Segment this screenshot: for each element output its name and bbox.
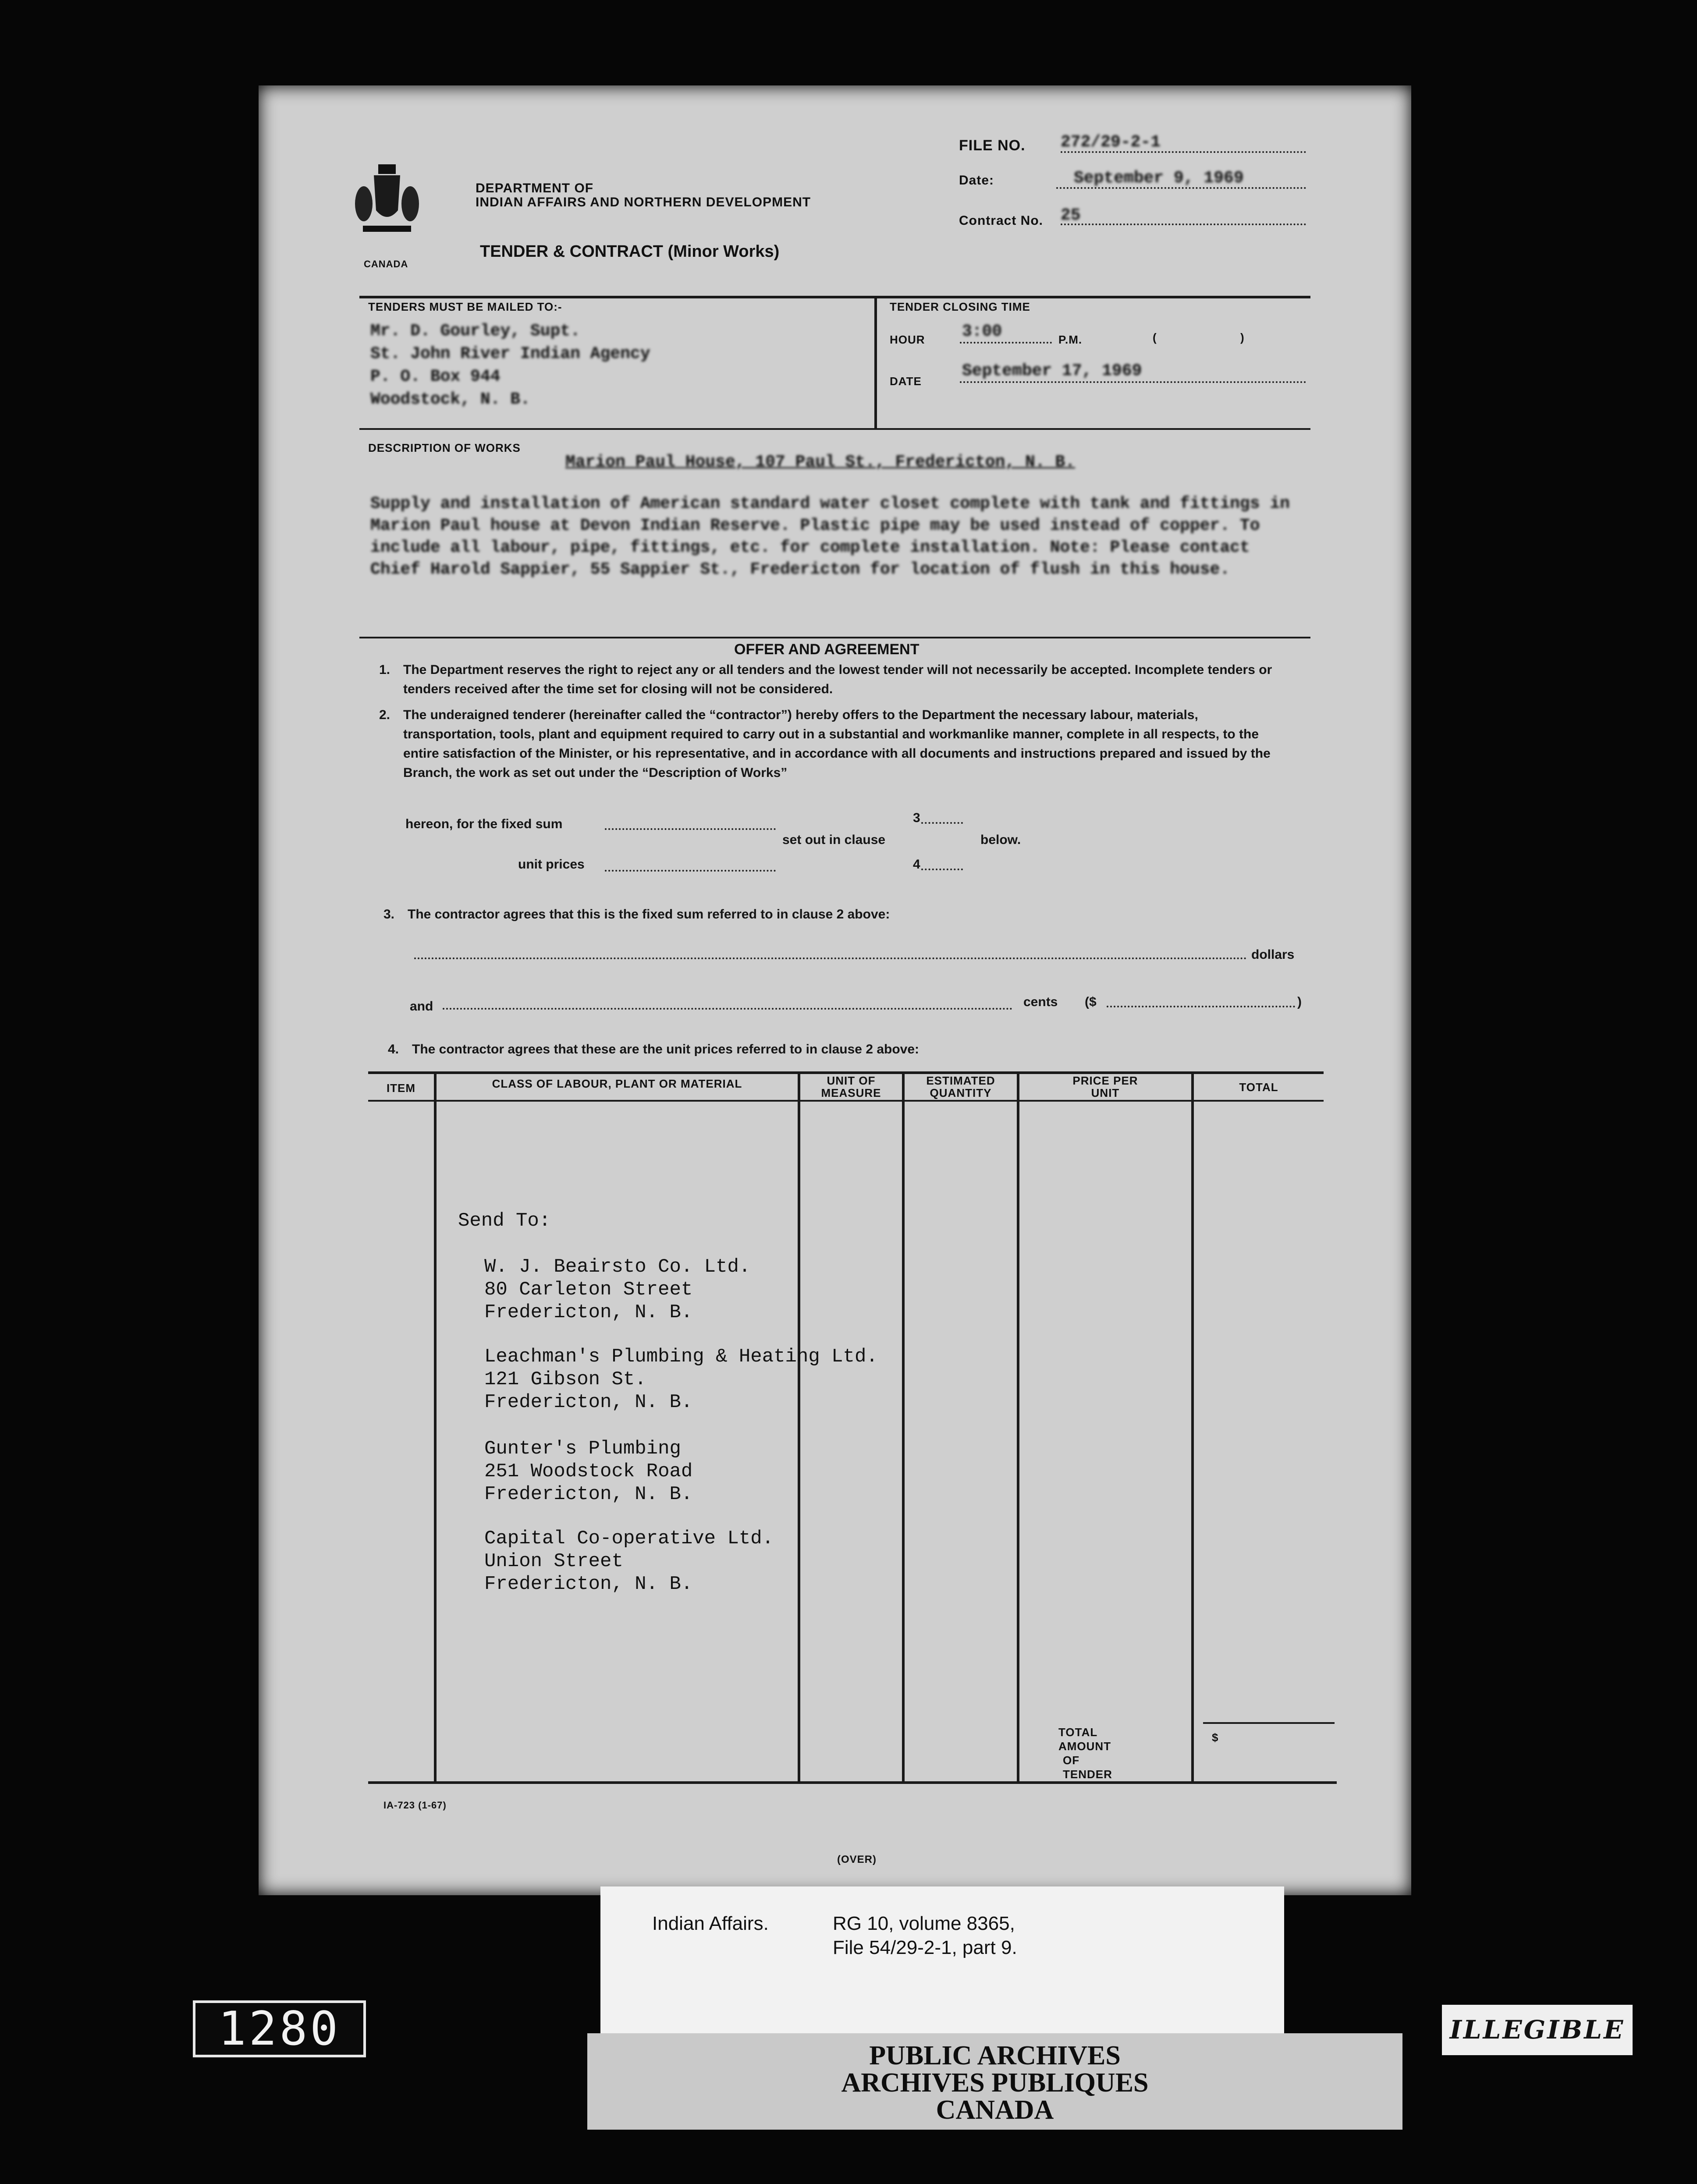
canada-crest — [354, 162, 420, 250]
send-to-label: Send To: — [458, 1210, 551, 1232]
offer-heading: OFFER AND AGREEMENT — [734, 641, 920, 658]
total-amount-line-2: OF TENDER — [1063, 1754, 1112, 1781]
reference-line-2: File 54/29-2-1, part 9. — [833, 1937, 1017, 1958]
cents-field[interactable] — [443, 1008, 1012, 1010]
archives-line-3: CANADA — [936, 2095, 1054, 2125]
pm-label: P.M. — [1058, 333, 1083, 346]
frame-counter — [193, 2000, 366, 2057]
archives-line-1: PUBLIC ARCHIVES — [869, 2041, 1121, 2071]
recipient-block — [484, 1255, 750, 1324]
cents-label: cents — [1023, 995, 1058, 1009]
header-class: CLASS OF LABOUR, PLANT OR MATERIAL — [492, 1077, 742, 1090]
description-title: Marion Paul House, 107 Paul St., Fredericton, N. B. — [565, 453, 1075, 472]
paren-close: ) — [1240, 331, 1245, 344]
dollar-open: ($ — [1085, 995, 1097, 1009]
file-no-value: 272/29-2-1 — [1061, 133, 1161, 152]
recipient-line: Capital Co-operative Ltd. — [484, 1528, 774, 1549]
fixed-sum-field[interactable] — [605, 828, 776, 830]
recipient-line: Gunter's Plumbing — [484, 1438, 681, 1460]
contract-no-label: Contract No. — [959, 213, 1043, 228]
department-line-2: INDIAN AFFAIRS AND NORTHERN DEVELOPMENT — [476, 195, 811, 209]
clause-4-number: 4. — [388, 1042, 399, 1057]
clause-1-number: 1. — [379, 663, 391, 677]
clause-1-text: The Department reserves the right to reject any or all tenders and the lowest tender will not necessarily be accepted. Incomplete tenders or tenders received after the time set for closing will not be considered. — [403, 663, 1272, 696]
closing-date-label: DATE — [890, 375, 922, 388]
date-label: Date: — [959, 173, 994, 188]
tender-form-page — [259, 85, 1411, 1895]
paren-open: ( — [1153, 331, 1157, 344]
dollars-label: dollars — [1251, 947, 1295, 962]
clause-3-number: 3. — [383, 907, 395, 922]
recipient-line: W. J. Beairsto Co. Ltd. — [484, 1256, 751, 1278]
unit-prices-label: unit prices — [518, 857, 585, 872]
clause-ref-3: 3 — [913, 811, 920, 825]
total-amount-line-1: TOTAL AMOUNT — [1058, 1726, 1111, 1753]
closing-heading: TENDER CLOSING TIME — [890, 300, 1030, 313]
recipient-block — [484, 1527, 774, 1595]
description-heading: DESCRIPTION OF WORKS — [368, 441, 521, 454]
illegible-text: ILLEGIBLE — [1449, 2015, 1625, 2045]
mailing-line: P. O. Box 944 — [370, 367, 501, 386]
form-code: IA-723 (1-67) — [383, 1800, 447, 1811]
recipient-block — [484, 1345, 878, 1414]
recipient-line: Leachman's Plumbing & Heating Ltd. — [484, 1346, 878, 1368]
recipient-line: Fredericton, N. B. — [484, 1301, 693, 1323]
hour-label: HOUR — [890, 333, 925, 346]
recipient-line: Fredericton, N. B. — [484, 1391, 693, 1413]
file-no-label: FILE NO. — [959, 137, 1026, 154]
clause-2-text: The underaigned tenderer (hereinafter called the “contractor”) hereby offers to the Department the necessary labour, materials, transportation, tools, plant and equipment required to carry out in a substantial and workmanlike manner, complete in all respects, to the entire satisfaction of the Minister, or his representative, and in accordance with all documents and instructions prepared and issued by the Branch, the work as set out under the “Description of Works” — [403, 708, 1271, 780]
date-value: September 9, 1969 — [1074, 169, 1244, 188]
recipient-line: Fredericton, N. B. — [484, 1483, 693, 1505]
total-amount-label — [1058, 1725, 1112, 1781]
recipient-line: 121 Gibson St. — [484, 1369, 646, 1390]
archive-reference-card — [600, 1886, 1284, 2038]
clause-2-number: 2. — [379, 708, 391, 722]
description-body: Supply and installation of American standard water closet complete with tank and fittings in Marion Paul house at Devon Indian Reserve. Plastic pipe may be used instead of copper. To include all labour, pipe, fittings, etc. for complete installation. Note: Please contact Chief Harold Sappier, 55 Sappier St., Fredericton for location of flush in this house. — [370, 494, 1290, 579]
form-title: TENDER & CONTRACT (Minor Works) — [480, 242, 780, 261]
dollars-field[interactable] — [414, 957, 1247, 959]
recipient-line: 80 Carleton Street — [484, 1279, 693, 1301]
header-price: PRICE PER UNIT — [1072, 1074, 1138, 1099]
recipient-line: Fredericton, N. B. — [484, 1573, 693, 1595]
mailing-line: Mr. D. Gourley, Supt. — [370, 322, 580, 340]
below-label: below. — [980, 833, 1021, 847]
recipient-line: Union Street — [484, 1550, 623, 1572]
coat-of-arms-icon — [354, 162, 420, 237]
header-total: TOTAL — [1239, 1081, 1278, 1094]
recipient-block — [484, 1437, 692, 1506]
dollar-close: ) — [1297, 995, 1302, 1009]
header-item: ITEM — [386, 1081, 416, 1095]
mailing-line: Woodstock, N. B. — [370, 390, 530, 409]
crest-label: CANADA — [364, 259, 408, 269]
collection-label: Indian Affairs. — [652, 1913, 769, 1934]
recipient-line: 251 Woodstock Road — [484, 1461, 693, 1482]
header-quantity: ESTIMATED QUANTITY — [926, 1074, 995, 1099]
closing-date-value: September 17, 1969 — [962, 362, 1142, 380]
over-label: (OVER) — [837, 1854, 877, 1865]
header-unit: UNIT OF MEASURE — [821, 1074, 881, 1099]
total-currency: $ — [1212, 1731, 1219, 1744]
unit-prices-field[interactable] — [605, 870, 776, 872]
set-out-label: set out in clause — [782, 833, 886, 847]
department-line-1: DEPARTMENT OF — [476, 181, 594, 195]
clause-3-text: The contractor agrees that this is the fixed sum referred to in clause 2 above: — [408, 907, 890, 922]
contract-no-value: 25 — [1061, 206, 1081, 225]
mailing-line: St. John River Indian Agency — [370, 344, 650, 363]
fixed-sum-label: hereon, for the fixed sum — [405, 817, 563, 831]
and-label: and — [410, 999, 433, 1014]
frame-counter-digits: 1280 — [218, 2002, 341, 2056]
archives-line-2: ARCHIVES PUBLIQUES — [841, 2068, 1149, 2098]
mailing-address — [370, 320, 650, 411]
hour-value: 3:00 — [962, 322, 1002, 341]
public-archives-stamp — [587, 2033, 1402, 2130]
clause-ref-4: 4 — [913, 857, 920, 872]
mailing-heading: TENDERS MUST BE MAILED TO:- — [368, 300, 562, 313]
reference-line-1: RG 10, volume 8365, — [833, 1913, 1015, 1934]
dollar-amount-field[interactable] — [1107, 1006, 1295, 1007]
clause-4-text: The contractor agrees that these are the unit prices referred to in clause 2 above: — [412, 1042, 920, 1057]
illegible-tag — [1442, 2005, 1633, 2055]
